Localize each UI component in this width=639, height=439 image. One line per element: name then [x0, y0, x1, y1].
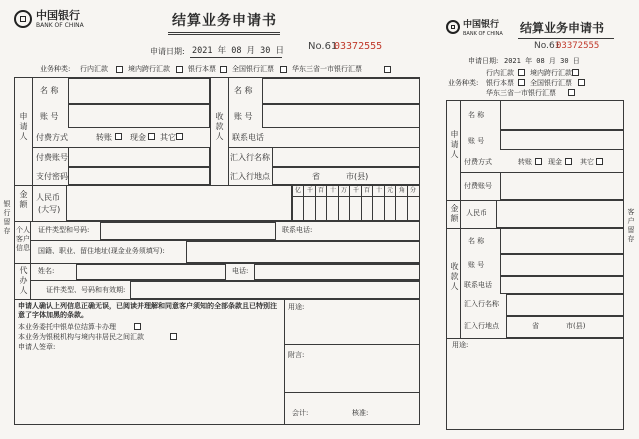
applicant-name-field[interactable]: [68, 78, 210, 104]
stub-type-checkbox-4[interactable]: [578, 79, 585, 86]
pay-cash-checkbox[interactable]: [148, 133, 155, 140]
stub-contact-phone[interactable]: [500, 276, 624, 294]
bank-logo: 中国银行 BANK OF CHINA: [14, 8, 104, 34]
stub-type-checkbox-5[interactable]: [568, 89, 575, 96]
stub-purpose-label: 用途:: [452, 341, 469, 349]
stub-fee-account[interactable]: [500, 172, 624, 200]
payee-name-field[interactable]: [262, 78, 420, 104]
stub-form: 中国银行 BANK OF CHINA 结算业务申请书 No.61 03372555 申请日期: 2021 年 08 月 30 日 行内汇款 境内跨行汇款 业务种类: 银行本票 全国银行汇票 华东三省一市银行汇票 客户留存 申请人 名 称 账 号 付费方式 转账 现金 其它 付费账号 金额 人民币 收款人 名 称 账 号 联系电话 汇入行名称 汇入行地点 省 市(县) 用途:: [438, 0, 639, 439]
purpose-label: 用途:: [288, 303, 305, 311]
fee-account-field[interactable]: [68, 147, 210, 167]
reviewer-label: 核准:: [352, 409, 369, 417]
serial-prefix: No.61: [308, 41, 338, 52]
serial-number: 03372555: [334, 41, 383, 52]
payment-password-field[interactable]: [68, 167, 210, 185]
form-title: 结算业务申请书: [172, 13, 277, 29]
stub-pay-transfer-checkbox[interactable]: [535, 158, 542, 165]
type-checkbox-2[interactable]: [176, 66, 183, 73]
agent-phone-field[interactable]: [254, 264, 420, 280]
stub-payee-name[interactable]: [500, 228, 624, 254]
agent-label: 代办人: [19, 266, 28, 296]
stub-bank-logo: 中国银行 BANK OF CHINA: [446, 20, 516, 42]
business-type-label: 业务种类:: [40, 65, 71, 73]
date-label: 申请日期:: [150, 47, 185, 56]
amount-digit-grid: 亿 千 百 十 万 千 百 十 元 角 分: [292, 185, 420, 221]
stub-type-checkbox-2[interactable]: [572, 69, 579, 76]
stub-payee-account[interactable]: [500, 254, 624, 276]
remit-bank-field[interactable]: [272, 147, 420, 167]
stub-pay-other-checkbox[interactable]: [596, 158, 603, 165]
stub-payee-label: 收款人: [450, 262, 459, 292]
stub-applicant-account[interactable]: [500, 130, 624, 150]
declaration-text: 申请人确认上列信息正确无误，已阅读并理解和同意客户须知的全部条款且已特别注意了字体加黑的条款。: [18, 302, 277, 319]
cashier-label: 会计:: [292, 409, 309, 417]
stub-title: 结算业务申请书: [520, 21, 605, 35]
agent-id-field[interactable]: [130, 281, 420, 299]
type-checkbox-5[interactable]: [384, 66, 391, 73]
stub-applicant-label: 申请人: [450, 130, 459, 160]
remark-label: 附言:: [288, 351, 305, 359]
stub-type-checkbox-3[interactable]: [518, 79, 525, 86]
personal-info-label: 个人客户信息: [16, 226, 30, 252]
customer-copy-label: 客户留存: [627, 208, 635, 244]
option1-checkbox[interactable]: [134, 323, 141, 330]
stub-pay-cash-checkbox[interactable]: [565, 158, 572, 165]
stub-amount-label: 金额: [450, 204, 459, 224]
id-number-field[interactable]: [100, 222, 276, 240]
stub-remit-bank[interactable]: [506, 294, 624, 316]
option2-checkbox[interactable]: [170, 333, 177, 340]
type-checkbox-3[interactable]: [220, 66, 227, 73]
applicant-label: 申请人: [19, 112, 28, 142]
bank-copy-label: 银行留存: [3, 200, 11, 236]
stub-applicant-name[interactable]: [500, 100, 624, 130]
pay-other-checkbox[interactable]: [176, 133, 183, 140]
type-checkbox-4[interactable]: [280, 66, 287, 73]
amount-label: 金额: [19, 190, 28, 210]
nationality-field[interactable]: [186, 241, 420, 263]
pay-transfer-checkbox[interactable]: [115, 133, 122, 140]
stub-amount-field[interactable]: [496, 200, 624, 228]
stub-remit-location[interactable]: [506, 316, 624, 338]
amount-words-field[interactable]: [66, 185, 292, 221]
stub-type-checkbox-1[interactable]: [518, 69, 525, 76]
main-form: 中国银行 BANK OF CHINA 结算业务申请书 申请日期: 2021 年 08 月 30 日 No.61 03372555 业务种类: 行内汇款 境内跨行汇款 银行本票 全国银行汇票 华东三省一市银行汇票 银行留存 申请人 名 称 账 号 付费方式 转账 现金 其它 付费账号 支付密码 收款人 名 称 账 号 联系电话 汇入行名称 汇入行地点 省 市(县) 金额 人民币 (大写) 亿 千 百 十 万 千 百 十 元 角 分 个人客户信息 证件类型和号码: 联系电话: 国籍、职业、留住地址(现金业务须填写): 代办人 姓名: 电话: 证件类型、号码和有效期: 申请人确认上列信息正确无误，已阅读并理解和同意客户须知的全部条款且已特别注意了字体加黑的条款。 本业务委托中银单位结算卡办理 本业务为银税机构与境内非居民之间汇款 申请人签章: 用途: 附言: 会计: 核准:: [0, 0, 430, 439]
payee-account-field[interactable]: [262, 104, 420, 128]
date-field[interactable]: 2021 年 08 月 30 日: [192, 46, 285, 56]
stub-serial-number: 03372555: [556, 41, 600, 51]
stub-date-field[interactable]: 2021 年 08 月 30 日: [504, 57, 580, 65]
applicant-account-field[interactable]: [68, 104, 210, 128]
agent-name-field[interactable]: [76, 264, 226, 280]
payee-label: 收款人: [215, 112, 224, 142]
type-checkbox-1[interactable]: [116, 66, 123, 73]
